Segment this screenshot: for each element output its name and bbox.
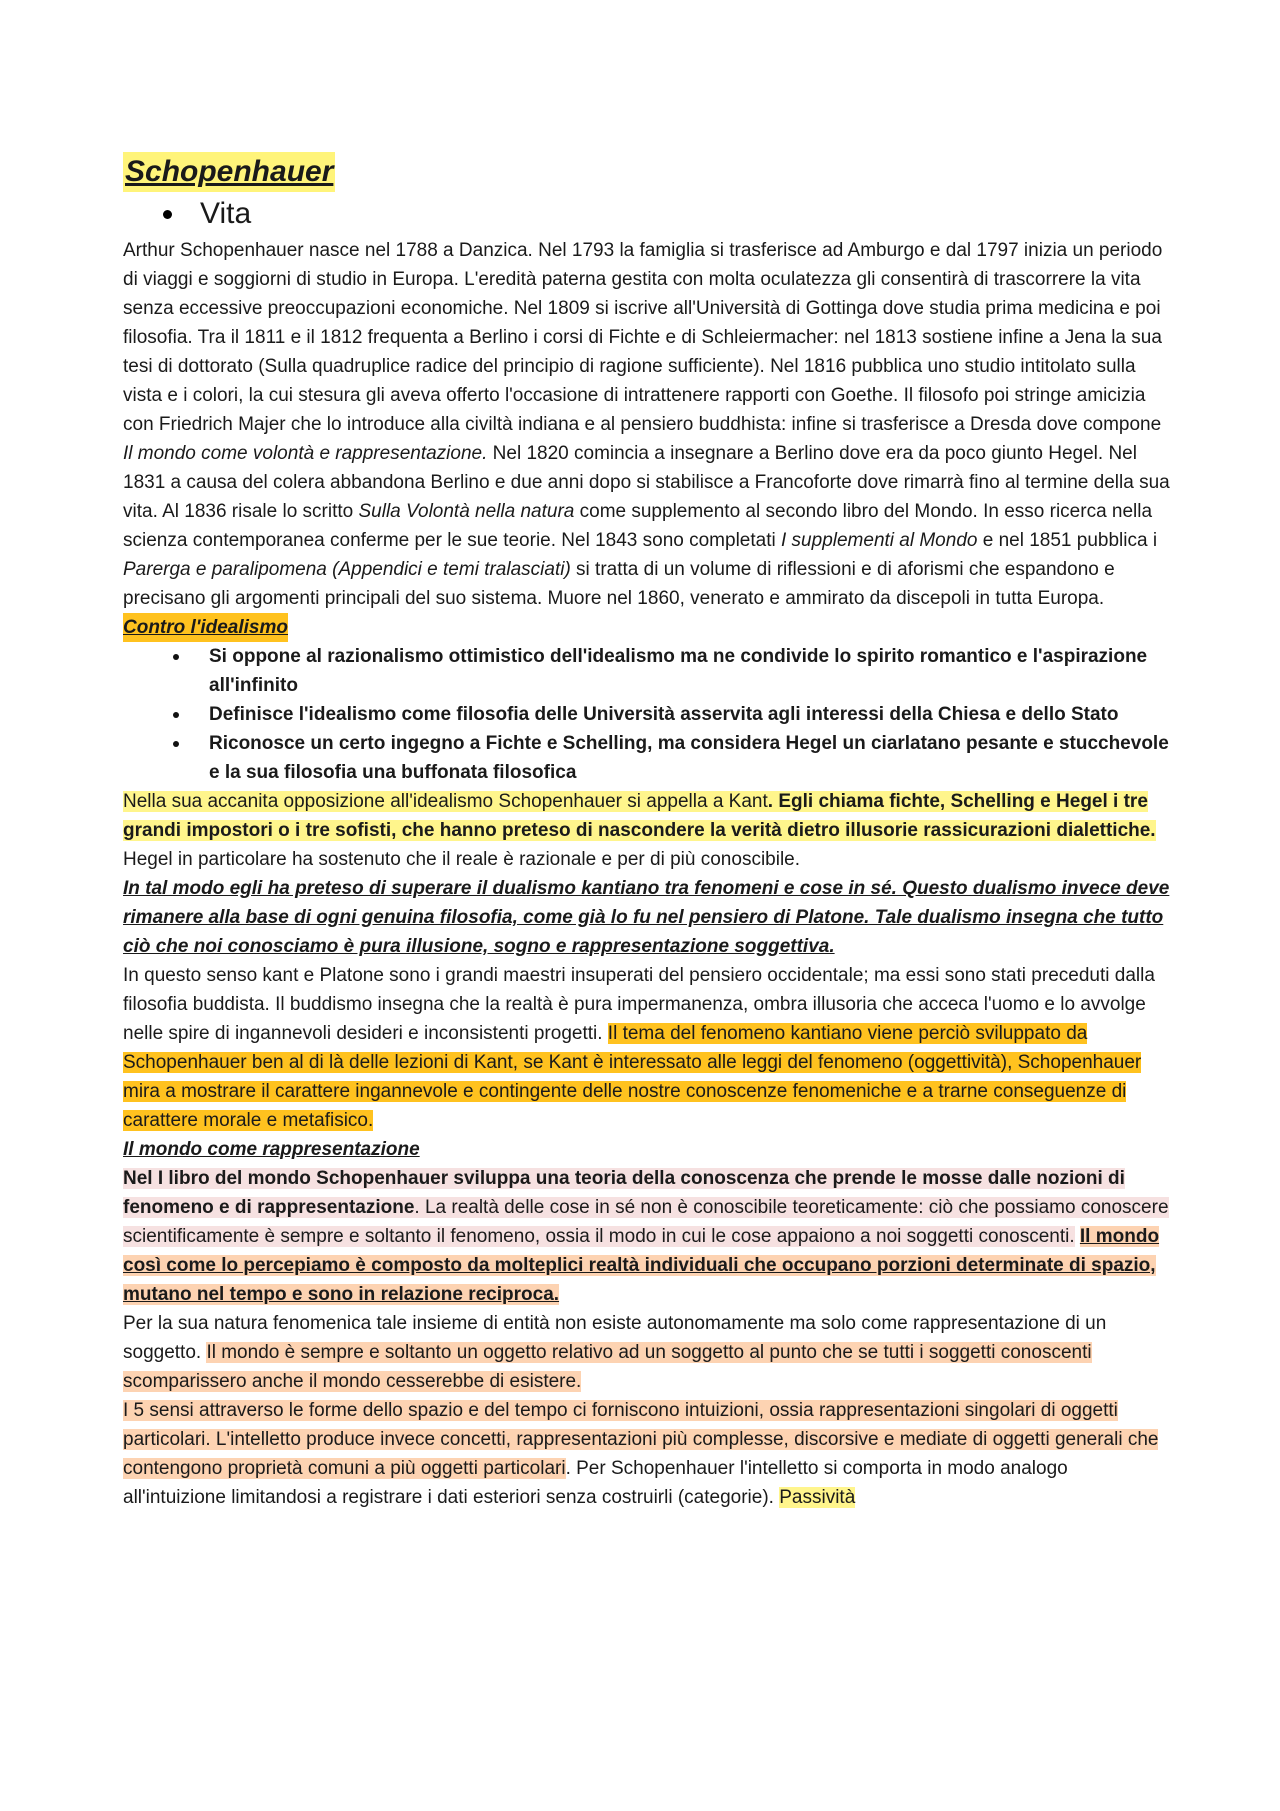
mondo-text-9: . Per Schopenhauer l'intelletto si comporta in modo analogo all'intuizione limitandosi a registrare i dati esteriori senza costruirli (categorie).	[123, 1458, 1068, 1508]
bio-text-3: come supplemento al secondo libro del Mondo. In esso ricerca nella scienza contemporanea conferme per le sue teorie. Nel 1843 sono completati	[123, 501, 1153, 551]
mondo-paragraph-3	[123, 1396, 1173, 1512]
biography-paragraph	[123, 236, 1173, 613]
bio-text-4: e nel 1851 pubblica i	[977, 530, 1158, 551]
contro-idealismo-list	[123, 642, 1173, 787]
bio-text-2: Nel 1820 comincia a insegnare a Berlino dove era da poco giunto Hegel. Nel 1831 a causa del colera abbandona Berlino e due anni dopo si stabilisce a Francoforte dove rimarrà fino al termine della sua vita. Al 1836 risale lo scritto	[123, 443, 1170, 522]
buddhism-paragraph	[123, 961, 1173, 1135]
vita-heading	[123, 194, 1173, 234]
bio-work-title-4: Parerga e paralipomena (Appendici e temi tralasciati)	[123, 559, 571, 580]
mondo-text-3: ciò che possiamo conoscere scientificamente è sempre e soltanto il fenomeno, ossia il modo in cui le cose appaiono a noi soggetti conoscenti.	[123, 1197, 1169, 1247]
mondo-paragraph-1	[123, 1164, 1173, 1309]
bio-work-title-2: Sulla Volontà nella natura	[358, 501, 575, 522]
bullet-icon	[173, 741, 179, 747]
list-item-text: Riconosce un certo ingegno a Fichte e Schelling, ma considera Hegel un ciarlatano pesante e stucchevole e la sua filosofia una buffonata filosofica	[209, 733, 1169, 783]
list-item-text: Si oppone al razionalismo ottimistico dell'idealismo ma ne condivide lo spirito romantico e l'aspirazione all'infinito	[209, 646, 1148, 696]
mondo-paragraph-2	[123, 1309, 1173, 1396]
mondo-text-5: Il mondo così come lo percepiamo è composto da molteplici realtà individuali che occupano porzioni determinate di spazio, mutano nel tempo e sono in relazione reciproca.	[123, 1226, 1160, 1305]
section-heading-contro-idealismo: Contro l'idealismo	[123, 613, 288, 642]
kant-paragraph	[123, 787, 1173, 874]
mondo-text-6: Per la sua natura fenomenica tale insieme di entità non esiste autonomamente ma solo come rappresentazione di un soggetto.	[123, 1313, 1107, 1363]
dualism-paragraph: In tal modo egli ha preteso di superare il dualismo kantiano tra fenomeni e cose in sé. Questo dualismo invece deve rimanere alla base di ogni genuina filosofia, come già lo fu nel pensiero di Platone. Tale dualismo insegna che tutto ciò che noi conosciamo è pura illusione, sogno e rappresentazione soggettiva.	[123, 878, 1170, 957]
mondo-text-8: I 5 sensi attraverso le forme dello spazio e del tempo ci forniscono intuizioni, ossia rappresentazioni singolari di oggetti particolari. L'intelletto produce invece concetti, rappresentazioni più complesse, discorsive e mediate di oggetti generali che contengono proprietà comuni a più oggetti particolari	[123, 1400, 1159, 1479]
kant-text-1: Nella sua accanita opposizione all'idealismo Schopenhauer si appella a Kant	[123, 791, 768, 812]
bullet-icon	[163, 210, 172, 219]
kant-text-2: . Egli chiama fichte, Schelling e Hegel i tre grandi impostori o i tre sofisti, che hanno preteso di nascondere la verità dietro illusorie rassicurazioni dialettiche.	[123, 791, 1156, 841]
bio-work-title-3: I supplementi al Mondo	[781, 530, 978, 551]
bio-work-title-1: Il mondo come volontà e rappresentazione.	[123, 443, 488, 464]
mondo-text-1: Nel I libro del mondo Schopenhauer sviluppa una teoria della conoscenza che prende le mosse dalle nozioni di fenomeno e di rappresentazione	[123, 1168, 1125, 1218]
section-heading-mondo-rappresentazione: Il mondo come rappresentazione	[123, 1139, 420, 1160]
bullet-icon	[173, 654, 179, 660]
list-item	[167, 729, 1173, 787]
bio-text-1: Arthur Schopenhauer nasce nel 1788 a Danzica. Nel 1793 la famiglia si trasferisce ad Amburgo e dal 1797 inizia un periodo di viaggi e soggiorni di studio in Europa. L'eredità paterna gestita con molta oculatezza gli consentirà di trascorrere la vita senza eccessive preoccupazioni economiche. Nel 1809 si iscrive all'Università di Gottinga dove studia prima medicina e poi filosofia. Tra il 1811 e il 1812 frequenta a Berlino i corsi di Fichte e di Schleiermacher: nel 1813 sostiene infine a Jena la sua tesi di dottorato (Sulla quadruplice radice del principio di ragione sufficiente). Nel 1816 pubblica uno studio intitolato sulla vista e i colori, la cui stesura gli aveva offerto l'occasione di intrattenere rapporti con Goethe. Il filosofo poi stringe amicizia con Friedrich Majer che lo introduce alla civiltà indiana e al pensiero buddhista: infine si trasferisce a Dresda dove compone	[123, 240, 1163, 435]
document-body	[123, 152, 1173, 1512]
bio-text-5: si tratta di un volume di riflessioni e di aforismi che espandono e precisano gli argomenti principali del suo sistema. Muore nel 1860, venerato e ammirato da discepoli in tutta Europa.	[123, 559, 1115, 609]
page-title: Schopenhauer	[123, 152, 335, 192]
bullet-icon	[173, 712, 179, 718]
mondo-text-7: Il mondo è sempre e soltanto un oggetto relativo ad un soggetto al punto che se tutti i soggetti conoscenti scomparissero anche il mondo cesserebbe di esistere.	[123, 1342, 1092, 1392]
list-item	[167, 700, 1173, 729]
kant-text-3: Hegel in particolare ha sostenuto che il reale è razionale e per di più conoscibile.	[123, 849, 801, 870]
kant-phenomenon-text: Il tema del fenomeno kantiano viene perciò sviluppato da Schopenhauer ben al di là delle lezioni di Kant, se Kant è interessato alle leggi del fenomeno (oggettività), Schopenhauer mira a mostrare il carattere ingannevole e contingente delle nostre conoscenze fenomeniche e a trarne conseguenze di carattere morale e metafisico.	[123, 1023, 1142, 1131]
list-item	[167, 642, 1173, 700]
vita-heading-text: Vita	[200, 197, 252, 230]
mondo-text-2: . La realtà delle cose in sé non è conoscibile teoreticamente:	[414, 1197, 929, 1218]
passivita-text: Passività	[779, 1487, 856, 1508]
list-item-text: Definisce l'idealismo come filosofia delle Università asservita agli interessi della Chiesa e dello Stato	[209, 704, 1119, 725]
buddhism-text: In questo senso kant e Platone sono i grandi maestri insuperati del pensiero occidentale; ma essi sono stati preceduti dalla filosofia buddista. Il buddismo insegna che la realtà è pura impermanenza, ombra illusoria che acceca l'uomo e lo avvolge nelle spire di ingannevoli desideri e inconsistenti progetti.	[123, 965, 1155, 1044]
